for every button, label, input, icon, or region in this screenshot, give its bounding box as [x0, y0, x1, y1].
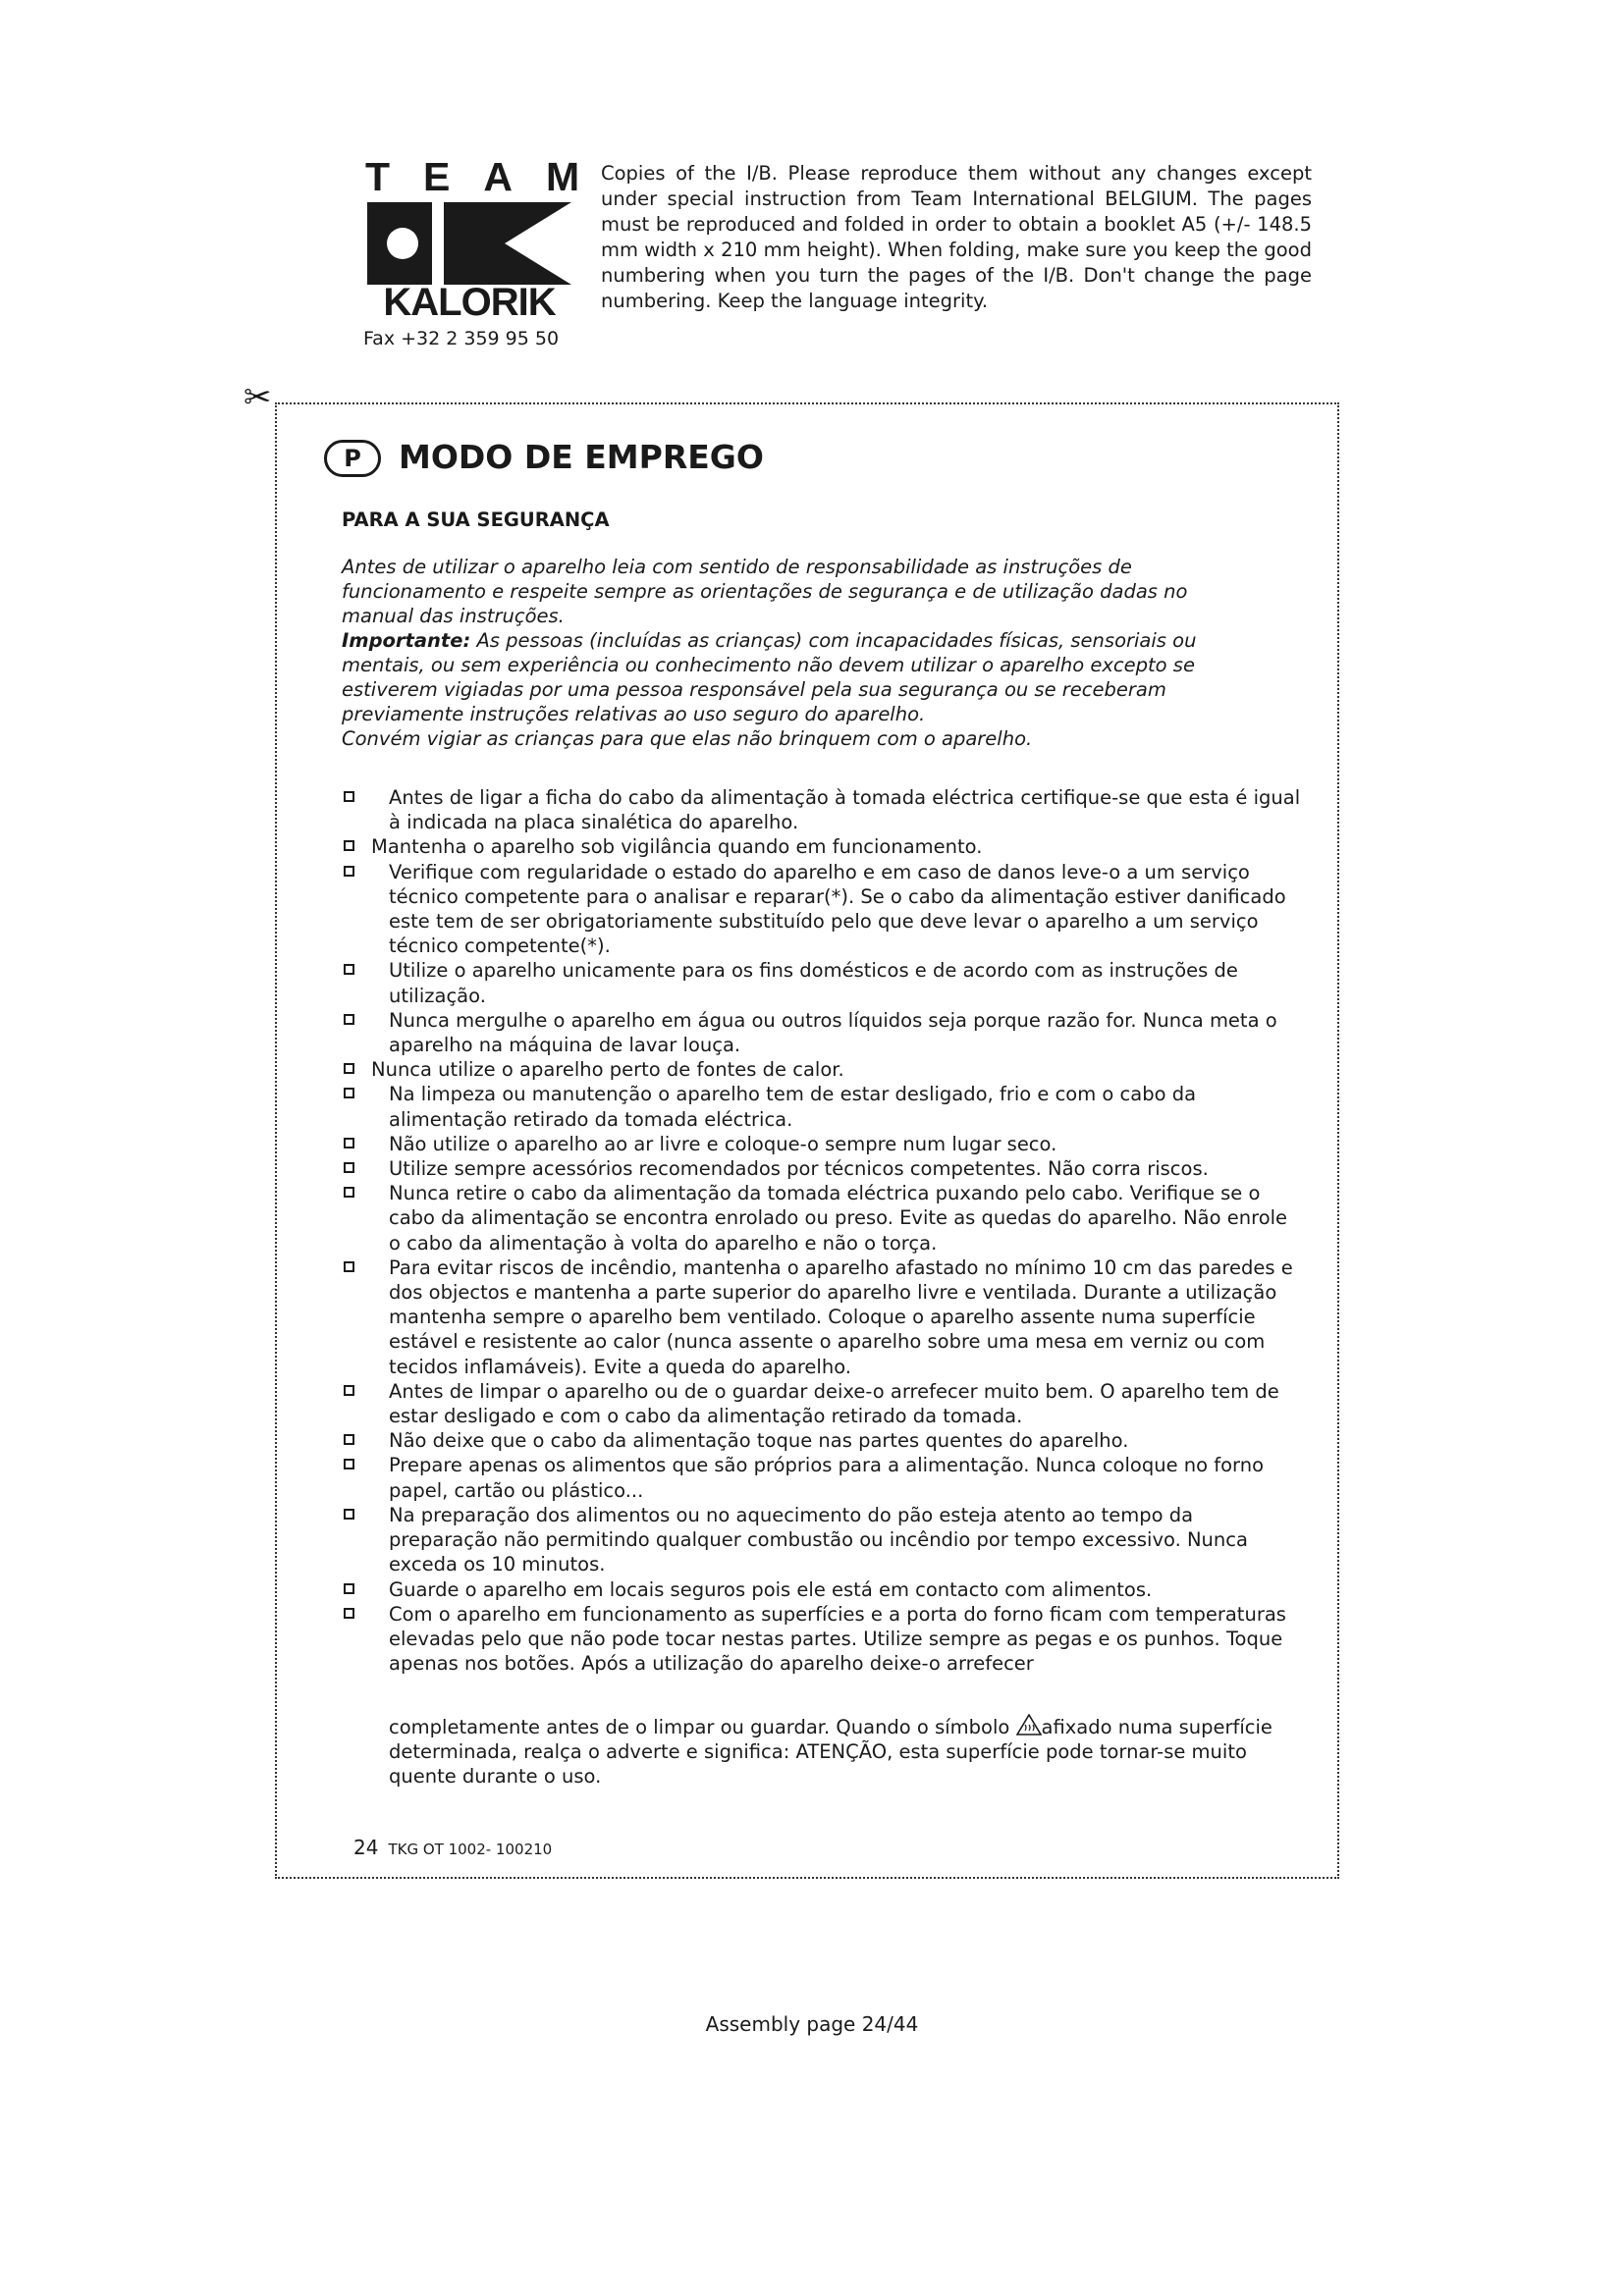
list-item: Utilize sempre acessórios recomendados por técnicos competentes. Não corra riscos.: [342, 1156, 1304, 1181]
checkbox-bullet-icon: [344, 964, 354, 975]
language-badge: P: [324, 440, 381, 477]
list-item: Nunca utilize o aparelho perto de fontes de calor.: [342, 1057, 1304, 1082]
checkbox-bullet-icon: [344, 791, 354, 802]
important-paragraph: [342, 628, 1255, 726]
list-item: Nunca retire o cabo da alimentação da tomada eléctrica puxando pelo cabo. Verifique se o cabo da alimentação se encontra enrolado ou preso. Evite as quedas do aparelho. Não enrole o cabo da alimentação à volta do aparelho e não o torça.: [342, 1181, 1304, 1255]
safety-subtitle: PARA A SUA SEGURANÇA: [342, 508, 610, 531]
checkbox-bullet-icon: [344, 1459, 354, 1469]
document-code: TKG OT 1002- 100210: [388, 1841, 553, 1858]
page-number: 24: [353, 1836, 379, 1859]
list-item: Nunca mergulhe o aparelho em água ou outros líquidos seja porque razão for. Nunca meta o aparelho na máquina de lavar louça.: [342, 1008, 1304, 1057]
page-footer: [353, 1836, 552, 1859]
logo-brand-text: KALORIK: [383, 281, 556, 324]
checkbox-bullet-icon: [344, 1138, 354, 1148]
list-item: Na preparação dos alimentos ou no aquecimento do pão esteja atento ao tempo da preparação não permitindo qualquer combustão ou incêndio por tempo excessivo. Nunca exceda os 10 minutos.: [342, 1503, 1304, 1577]
checkbox-bullet-icon: [344, 1014, 354, 1025]
logo-team-text: TEAM: [365, 154, 614, 199]
checkbox-bullet-icon: [344, 1162, 354, 1173]
checkbox-bullet-icon: [344, 1063, 354, 1074]
hot-surface-text-start: completamente antes de o limpar ou guardar. Quando o símbolo: [389, 1716, 1016, 1738]
scissors-icon: ✂: [244, 378, 272, 417]
checkbox-bullet-icon: [344, 1583, 354, 1594]
checkbox-bullet-icon: [344, 1434, 354, 1445]
hot-surface-warning-icon: [1016, 1714, 1042, 1735]
checkbox-bullet-icon: [344, 1088, 354, 1098]
fax-number: Fax +32 2 359 95 50: [363, 328, 560, 349]
checkbox-bullet-icon: [344, 1187, 354, 1198]
list-item: Prepare apenas os alimentos que são próprios para a alimentação. Nunca coloque no forno papel, cartão ou plástico...: [342, 1453, 1304, 1502]
list-item: Não utilize o aparelho ao ar livre e coloque-o sempre num lugar seco.: [342, 1132, 1304, 1156]
list-item: Antes de ligar a ficha do cabo da alimentação à tomada eléctrica certifique-se que esta é igual à indicada na placa sinalética do aparelho.: [342, 785, 1304, 834]
checkbox-bullet-icon: [344, 840, 354, 851]
important-text: As pessoas (incluídas as crianças) com incapacidades físicas, sensoriais ou mentais, ou sem experiência ou conhecimento não devem utilizar o aparelho excepto se estiverem vigiadas por uma pessoa responsável pela sua segurança ou se receberam previamente instruções relativas ao uso seguro do aparelho.: [342, 629, 1197, 725]
hot-surface-text-end: afixado numa superfície determinada, realça o adverte e significa: ATENÇÃO, esta superfície pode tornar-se muito quente durante o uso.: [389, 1716, 1272, 1789]
children-warning: Convém vigiar as crianças para que elas não brinquem com o aparelho.: [342, 727, 1033, 750]
list-item: Verifique com regularidade o estado do aparelho e em caso de danos leve-o a um serviço técnico competente para o analisar e reparar(*). Se o cabo da alimentação estiver danificado este tem de ser obrigatoriamente substituído pelo que deve levar o aparelho a um serviço técnico competente(*).: [342, 860, 1304, 959]
list-item: Com o aparelho em funcionamento as superfícies e a porta do forno ficam com temperaturas elevadas pelo que não pode tocar nestas partes. Utilize sempre as pegas e os punhos. Toque apenas nos botões. Após a utilização do aparelho deixe-o arrefecer: [342, 1602, 1304, 1677]
logo-k-mark-icon: [367, 202, 571, 285]
intro-text: [342, 555, 1255, 751]
assembly-page-label: Assembly page 24/44: [705, 2012, 919, 2036]
checkbox-bullet-icon: [344, 1385, 354, 1396]
checkbox-bullet-icon: [344, 1261, 354, 1272]
list-item: Utilize o aparelho unicamente para os fins domésticos e de acordo com as instruções de utilização.: [342, 958, 1304, 1007]
safety-list: [342, 785, 1304, 1676]
list-item: Não deixe que o cabo da alimentação toque nas partes quentes do aparelho.: [342, 1428, 1304, 1453]
checkbox-bullet-icon: [344, 1608, 354, 1619]
list-item: Na limpeza ou manutenção o aparelho tem de estar desligado, frio e com o cabo da alimentação retirado da tomada eléctrica.: [342, 1082, 1304, 1131]
printing-instructions: Copies of the I/B. Please reproduce them without any changes except under special instruction from Team International BELGIUM. The pages must be reproduced and folded in order to obtain a booklet A5 (+/- 148.5 mm width x 210 mm height). When folding, make sure you keep the good numbering when you turn the pages of the I/B. Don't change the page numbering. Keep the language integrity.: [601, 162, 1312, 312]
intro-paragraph: Antes de utilizar o aparelho leia com sentido de responsabilidade as instruções de funcionamento e respeite sempre as orientações de segurança e de utilização dadas no manual das instruções.: [342, 556, 1188, 627]
list-item: Para evitar riscos de incêndio, mantenha o aparelho afastado no mínimo 10 cm das paredes e dos objectos e mantenha a parte superior do aparelho livre e ventilada. Durante a utilização mantenha sempre o aparelho bem ventilado. Coloque o aparelho assente numa superfície estável e resistente ao calor (nunca assente o aparelho sobre uma mesa em verniz ou com tecidos inflamáveis). Evite a queda do aparelho.: [342, 1255, 1304, 1379]
important-label: Importante:: [342, 629, 471, 652]
section-title: MODO DE EMPREGO: [399, 438, 764, 476]
list-item: Mantenha o aparelho sob vigilância quando em funcionamento.: [342, 834, 1304, 859]
checkbox-bullet-icon: [344, 1509, 354, 1520]
hot-surface-paragraph: [389, 1714, 1272, 1789]
list-item: Guarde o aparelho em locais seguros pois ele está em contacto com alimentos.: [342, 1577, 1304, 1602]
checkbox-bullet-icon: [344, 866, 354, 877]
list-item: Antes de limpar o aparelho ou de o guardar deixe-o arrefecer muito bem. O aparelho tem de estar desligado e com o cabo da alimentação retirado da tomada.: [342, 1379, 1304, 1428]
kalorik-logo: [365, 154, 614, 324]
